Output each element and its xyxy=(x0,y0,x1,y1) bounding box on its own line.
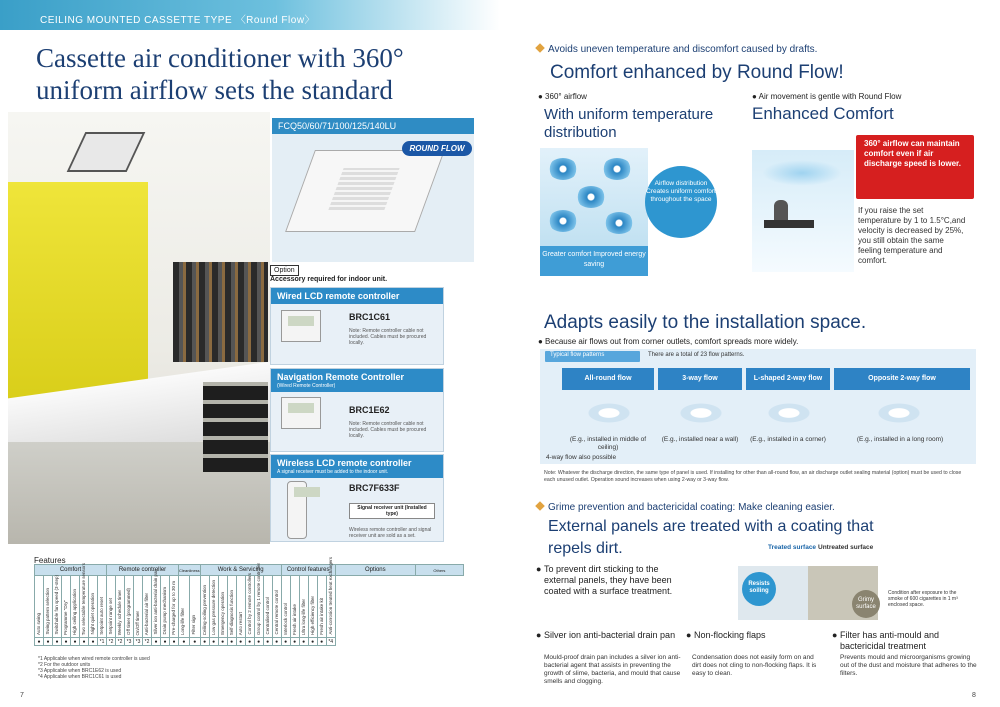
feature-mark: *3 xyxy=(125,638,134,646)
grimy-surface-badge: Grimy surface xyxy=(852,590,880,618)
feature-mark: ● xyxy=(71,638,80,646)
greater-comfort-label: Greater comfort Improved energy saving xyxy=(540,246,648,276)
feature-mark: ● xyxy=(317,638,326,646)
page-number-right: 8 xyxy=(972,692,976,699)
feature-mark: ● xyxy=(272,638,281,646)
remote-title: Wired LCD remote controller xyxy=(271,288,443,304)
features-notes: *1 Applicable when wired remote controller is used *2 For the outdoor units *3 Applicable when BRC1E62 is used *4 Applicable when BRC1C61 is used xyxy=(38,656,150,680)
remote-title: Wireless LCD remote controller xyxy=(277,458,412,468)
feature-mark: ● xyxy=(200,638,209,646)
airflow-distribution-bubble: Airflow distribution Creates uniform comfort throughout the space xyxy=(645,166,717,238)
feature-column-label: Weekly schedule timer xyxy=(116,576,125,638)
features-table xyxy=(34,557,464,646)
feature-mark: ● xyxy=(44,638,53,646)
feature-mark: ● xyxy=(170,638,179,646)
feature-mark: *2 xyxy=(107,638,116,646)
page-number-left: 7 xyxy=(20,692,24,699)
feature-group-header: Control features xyxy=(281,565,335,576)
feature-body: Prevents mould and microorganisms growing out of the dust and moisture that adheres to the filters. xyxy=(840,654,977,677)
feature-mark: ● xyxy=(161,638,170,646)
feature-column-label: Silver ion anti-bacterial drain pan xyxy=(152,576,161,638)
feature-mark: *4 xyxy=(326,638,335,646)
option-note: Accessory required for indoor unit. xyxy=(270,276,388,283)
feature-mark: *3 xyxy=(134,638,143,646)
feature-mark: ● xyxy=(189,638,200,646)
flow-notes: Note: Whatever the discharge direction, the same type of panel is used. If installing for other than all-round flow, an air discharge outlet sealing material (option) must be used to close each unused outlet. Operation sound increases when using 2-way or 3-way flow. xyxy=(544,470,962,483)
feature-mark: ● xyxy=(179,638,190,646)
uniform-temp-title: With uniform temperature distribution xyxy=(544,106,714,141)
office-comfort-illustration xyxy=(752,150,854,272)
feature-mark: ● xyxy=(80,638,89,646)
feature-mark: ● xyxy=(281,638,290,646)
feature-title: ● Non-flocking flaps xyxy=(686,630,766,640)
flow-pattern-3-way: 3-way flow xyxy=(658,368,742,390)
treated-surface-label: Treated surface xyxy=(768,544,817,551)
feature-group-header: Others xyxy=(415,565,463,576)
feature-column-label: Off timer (programmed) xyxy=(125,576,134,638)
feature-column-label: Setpoint range set xyxy=(107,576,116,638)
option-tag: Option xyxy=(270,265,299,276)
feature-column-label: Auto restart xyxy=(236,576,245,638)
feature-group-header: Comfort xyxy=(35,565,107,576)
feature-body: Mould-proof drain pan includes a silver ion anti-bacterial agent that assists in preventing the growth of slime, bacteria, and mould that cause smells and clogging. xyxy=(544,654,681,685)
remote-note: Note: Remote controller cable not included. Cables must be procured locally. xyxy=(349,421,427,439)
feature-column-label: Centralised control xyxy=(263,576,272,638)
feature-column-label: Setpoint auto reset xyxy=(98,576,107,638)
three-way-flow-image xyxy=(664,396,738,430)
feature-column-label: Filter sign xyxy=(189,576,200,638)
feature-column-label: Ultra long-life filter xyxy=(299,576,308,638)
feature-column-label: Anti-corrosion treated heat exchangers xyxy=(326,576,335,638)
section1-heading: Avoids uneven temperature and discomfort caused by drafts. xyxy=(536,44,817,55)
signal-receiver-label: Signal receiver unit (Installed type) xyxy=(349,503,435,519)
product-model: FCQ50/60/71/100/125/140LU xyxy=(272,118,474,134)
four-way-note: 4-way flow also possible xyxy=(546,454,617,461)
section3-title-line1: External panels are treated with a coating that xyxy=(548,518,874,535)
feature-title: ● Silver ion anti-bacterial drain pan xyxy=(536,630,676,640)
flow-caption: (E.g., installed in a long room) xyxy=(856,436,944,443)
feature-column-label: Programme "Dry" xyxy=(62,576,71,638)
all-round-flow-image xyxy=(572,396,646,430)
feature-column-label: Fresh air intake xyxy=(290,576,299,638)
remote-title: Navigation Remote Controller xyxy=(277,372,405,382)
remote-model: BRC7F633F xyxy=(349,483,400,493)
remote-card-wired xyxy=(270,287,444,365)
feature-column-label: Self-diagnosis function xyxy=(227,576,236,638)
feature-mark: ● xyxy=(35,638,44,646)
remote-controller-icon xyxy=(281,397,321,429)
l-shaped-flow-image xyxy=(752,396,826,430)
feature-mark: ● xyxy=(89,638,98,646)
section3-heading: Grime prevention and bactericidal coating: Make cleaning easier. xyxy=(536,502,835,513)
feature-mark: ● xyxy=(152,638,161,646)
feature-column-label: Fresh air intake kit xyxy=(317,576,326,638)
section3-title-line2: repels dirt. xyxy=(548,540,623,557)
untreated-surface-label: Untreated surface xyxy=(818,544,874,551)
feature-group-header: Cleanliness xyxy=(179,565,201,576)
feature-group-header: Remote controller xyxy=(107,565,179,576)
showroom-photo xyxy=(8,112,270,544)
typical-flow-label: Typical flow patterns xyxy=(545,351,640,362)
airflow-bullet: ● 360° airflow xyxy=(538,92,587,101)
feature-mark: ● xyxy=(308,638,317,646)
comfort-body: If you raise the set temperature by 1 to 1.5°C,and velocity is decreased by 25%, you still obtain the same feeling temperature and comfort. xyxy=(858,206,966,265)
remote-subtitle: A signal receiver must be added to the indoor unit. xyxy=(277,469,389,475)
opposite-flow-image xyxy=(862,396,936,430)
feature-mark: *2 xyxy=(116,638,125,646)
remote-card-wireless xyxy=(270,454,444,542)
remote-note: Note: Remote controller cable not included. Cables must be procured locally. xyxy=(349,328,427,346)
feature-column-label: Interlock control xyxy=(281,576,290,638)
flow-total-label: There are a total of 23 flow patterns. xyxy=(648,352,745,358)
feature-mark: ● xyxy=(254,638,263,646)
feature-column-label: Switchable fan speed (3-step) xyxy=(53,576,62,638)
feature-column-label: Pre-charged for up to 30 m xyxy=(170,576,179,638)
corner-outlet-bullet: ● Because air flows out from corner outlets, comfort spreads more widely. xyxy=(538,337,799,346)
page-title: Cassette air conditioner with 360° uniform airflow sets the standard xyxy=(36,43,404,105)
feature-column-label: Drain pump mechanism xyxy=(161,576,170,638)
feature-column-label: Control by 2 remote controllers xyxy=(245,576,254,638)
section2-title: Adapts easily to the installation space. xyxy=(544,312,867,333)
condition-note: Condition after exposure to the smoke of 600 cigarettes in 1 m³ enclosed space. xyxy=(888,590,958,608)
section-header: CEILING MOUNTED CASSETTE TYPE 〈Round Flow〉 xyxy=(40,15,316,26)
feature-mark: ● xyxy=(299,638,308,646)
feature-column-label: Night quiet operation xyxy=(89,576,98,638)
feature-mark: *1 xyxy=(98,638,107,646)
feature-mark: ● xyxy=(62,638,71,646)
round-flow-badge: ROUND FLOW xyxy=(402,141,472,156)
feature-column-label: Group control by 1 remote controller xyxy=(254,576,263,638)
coating-bullet: ● To prevent dirt sticking to the external panels, they have been coated with a surface treatment. xyxy=(536,564,673,596)
flow-caption: (E.g., installed near a wall) xyxy=(661,436,739,443)
gentle-air-bullet: ● Air movement is gentle with Round Flow xyxy=(752,92,902,101)
remote-model: BRC1E62 xyxy=(349,405,390,415)
feature-mark: ● xyxy=(290,638,299,646)
feature-column-label: On/Off timer xyxy=(134,576,143,638)
feature-column-label: Long-life filter xyxy=(179,576,190,638)
feature-mark: *2 xyxy=(143,638,152,646)
features-mark-row xyxy=(35,638,464,646)
feature-column-label: Low gas pressure detection xyxy=(209,576,218,638)
resists-soiling-badge: Resists soiling xyxy=(742,572,776,606)
section1-title: Comfort enhanced by Round Flow! xyxy=(550,62,844,83)
remote-subtitle: (Wired Remote Controller) xyxy=(277,383,336,389)
feature-title: ● Filter has anti-mould and bactericidal treatment xyxy=(832,630,940,651)
feature-mark: ● xyxy=(218,638,227,646)
feature-group-header: Work & Servicing xyxy=(200,565,281,576)
remote-card-navigation xyxy=(270,368,444,452)
feature-mark: ● xyxy=(245,638,254,646)
feature-column-label: Ceiling-soiling prevention xyxy=(200,576,209,638)
feature-mark: ● xyxy=(227,638,236,646)
feature-column-label: High ceiling application xyxy=(71,576,80,638)
feature-column-label: Central remote control xyxy=(272,576,281,638)
feature-body: Condensation does not easily form on and dirt does not cling to non-flocking flaps. It is easy to clean. xyxy=(692,654,817,677)
remote-note: Wireless remote controller and signal receiver unit are sold as a set. xyxy=(349,527,432,539)
features-title: Features xyxy=(34,556,66,565)
flow-pattern-all-round: All-round flow xyxy=(562,368,654,390)
wireless-remote-icon xyxy=(287,481,307,539)
feature-column-label: High efficiency filter xyxy=(308,576,317,638)
enhanced-comfort-title: Enhanced Comfort xyxy=(752,104,894,123)
feature-mark: ● xyxy=(236,638,245,646)
remote-controller-icon xyxy=(281,310,321,342)
feature-column-label: Auto swing xyxy=(35,576,44,638)
flow-caption: (E.g., installed in middle of ceiling) xyxy=(569,436,647,451)
feature-mark: ● xyxy=(209,638,218,646)
features-column-row xyxy=(35,576,464,638)
feature-group-header: Options xyxy=(335,565,415,576)
flow-pattern-l-shaped: L-shaped 2-way flow xyxy=(746,368,830,390)
feature-mark: ● xyxy=(53,638,62,646)
feature-column-label: Swing pattern selection xyxy=(44,576,53,638)
remote-model: BRC1C61 xyxy=(349,312,391,322)
comfort-callout: 360° airflow can maintain comfort even if air discharge speed is lower. xyxy=(856,135,974,199)
feature-mark: ● xyxy=(263,638,272,646)
feature-column-label: Emergency operation xyxy=(218,576,227,638)
flow-pattern-opposite: Opposite 2-way flow xyxy=(834,368,970,390)
feature-column-label: Anti-bacterial air filter xyxy=(143,576,152,638)
flow-caption: (E.g., installed in a corner) xyxy=(750,436,826,443)
feature-column-label: Two selectable temperature sensors xyxy=(80,576,89,638)
